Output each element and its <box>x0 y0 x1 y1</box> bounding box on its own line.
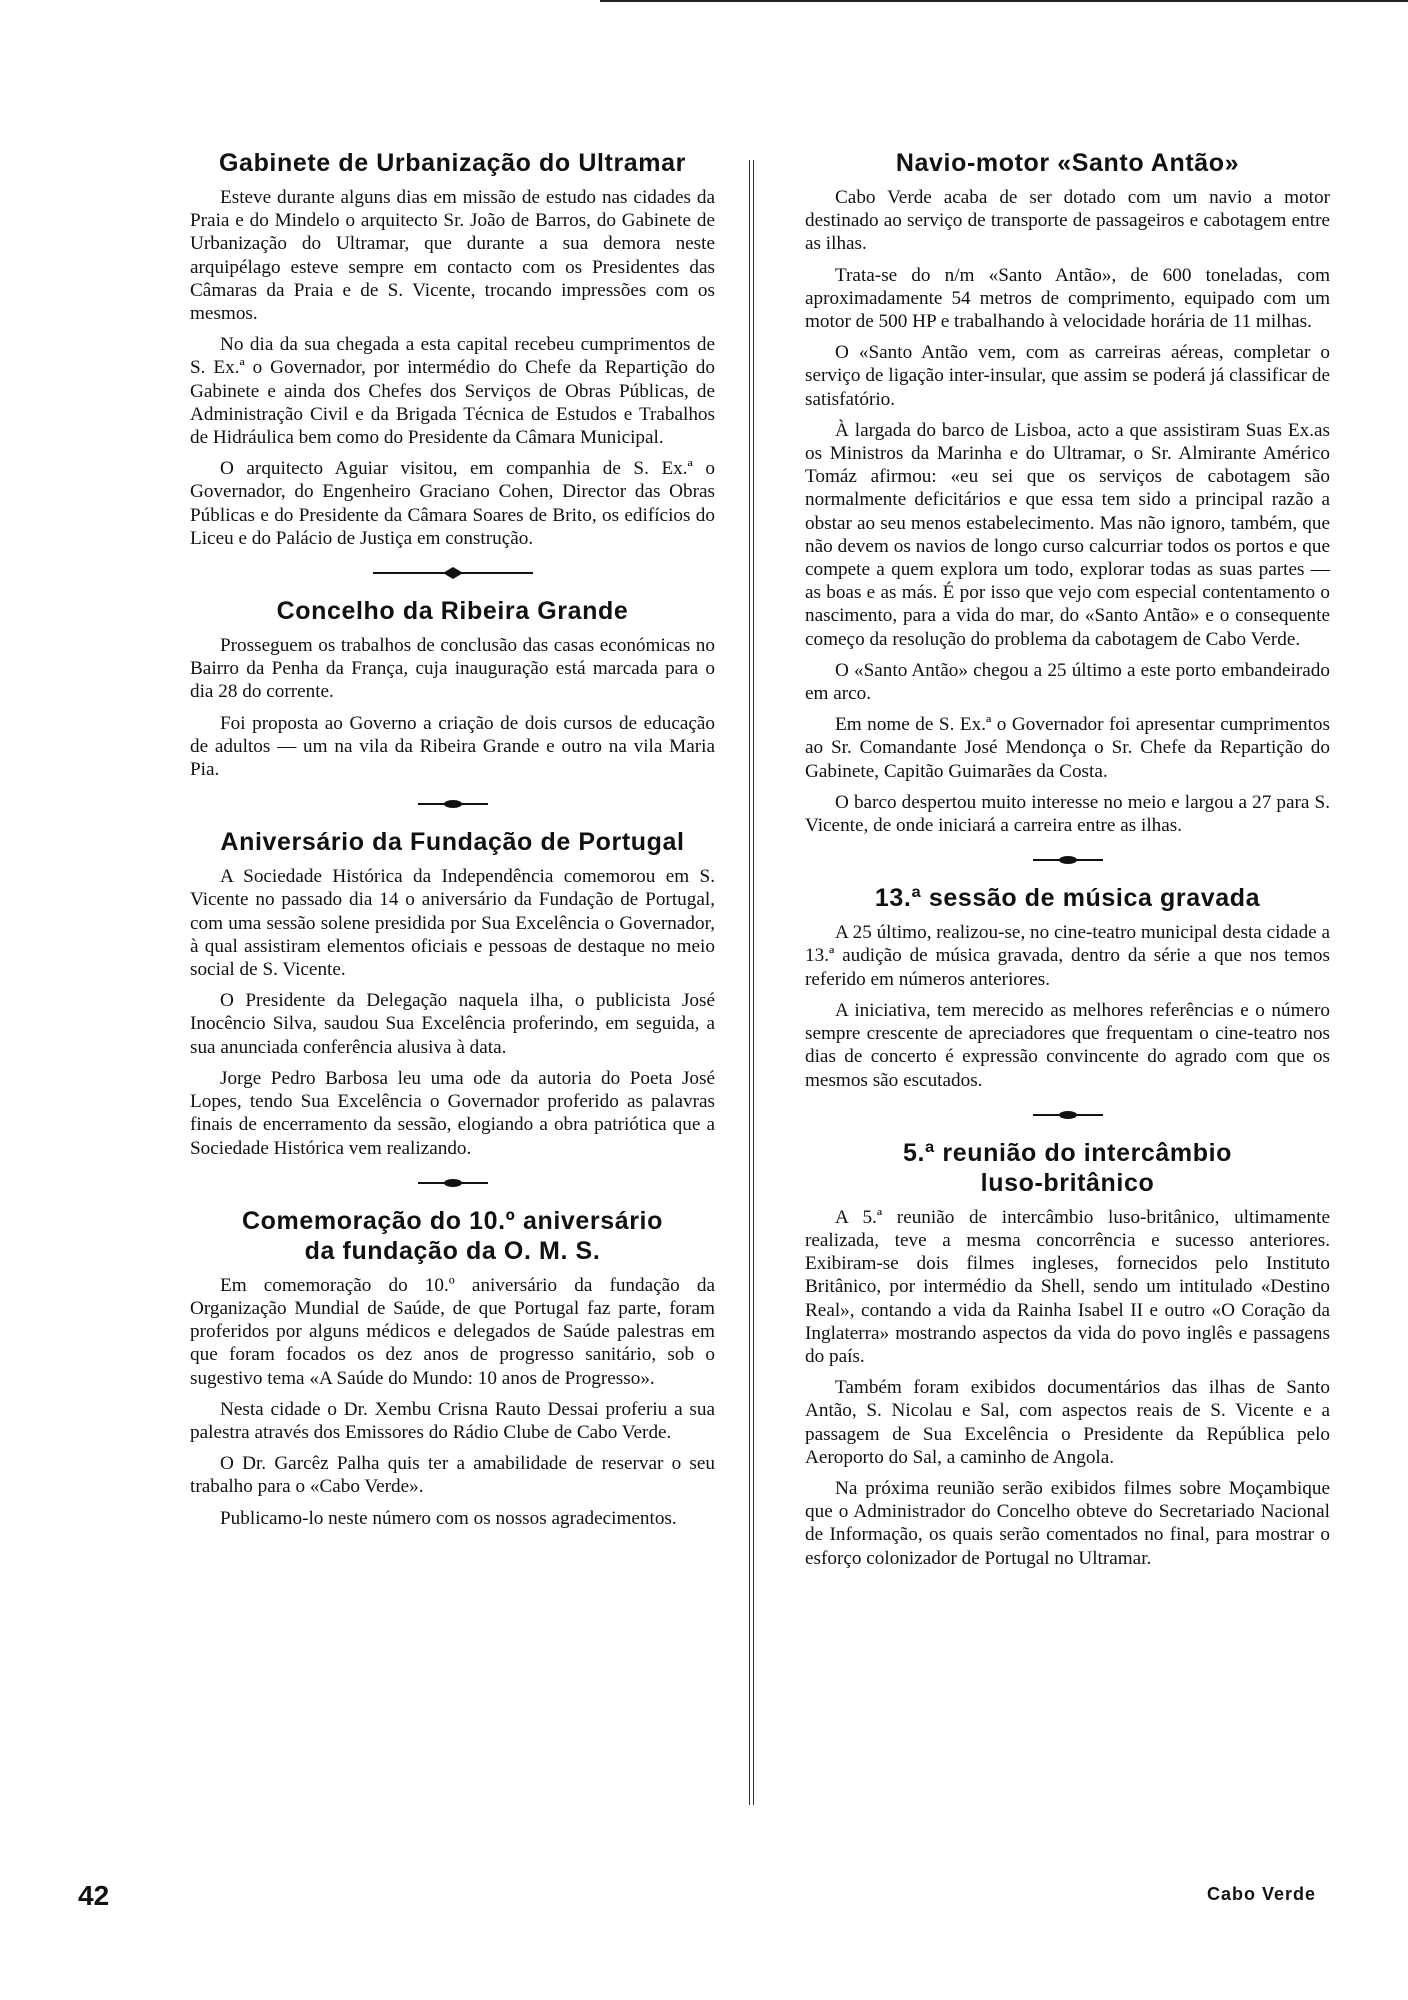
article-title: 13.ª sessão de música gravada <box>874 884 1261 913</box>
section-divider-ornament <box>805 1100 1330 1130</box>
article-navio-santo-antao <box>805 148 1330 837</box>
article-paragraph: Nesta cidade o Dr. Xembu Crisna Rauto Dessai proferiu a sua palestra através dos Emissores do Rádio Clube de Cabo Verde. <box>190 1398 715 1443</box>
article-paragraph: A 5.ª reunião de intercâmbio luso-britânico, ultimamente realizada, teve a mesma concorrência e sucesso anteriores. Exibiram-se dois filmes ingleses, fornecidos pelo Instituto Britânico, por intermédio da Shell, sendo um intitulado «Destino Real», contando a vida da Rainha Isabel II e outro «O Coração da Inglaterra» mostrando aspectos da vida do povo inglês e passagens do país. <box>805 1206 1330 1367</box>
article-paragraph: À largada do barco de Lisboa, acto a que assistiram Suas Ex.as os Ministros da Marinha e do Ultramar, o Sr. Almirante Américo Tomáz afirmou: «eu sei que os serviços de cabotagem são normalmente deficitários e que essa tem sido a principal razão a obstar ao seu menos estabelecimento. Mas não ignoro, também, que não devem os navios de longo curso calcurriar todos os portos e que compete a quem explora um todo, explorar todas as suas partes — as boas e as más. É por isso que vejo com especial contentamento o nascimento, para a vida do mar, do «Santo Antão» e o consequente começo da resolução do problema da cabotagem de Cabo Verde. <box>805 419 1330 650</box>
article-title <box>805 1138 1330 1198</box>
article-title-line: luso-britânico <box>980 1168 1155 1197</box>
article-title: Gabinete de Urbanização do Ultramar <box>219 149 686 177</box>
publication-footer: Cabo Verde <box>1206 1884 1316 1904</box>
article-title: Concelho da Ribeira Grande <box>276 597 629 626</box>
article-comemoracao-oms <box>190 1206 715 1530</box>
article-paragraph: Esteve durante alguns dias em missão de estudo nas cidades da Praia e do Mindelo o arquitecto Sr. João de Barros, do Gabinete de Urbanização do Ultramar, que durante a sua demora neste arquipélago esteve sempre em contacto com os Presidentes das Câmaras da Praia e de S. Vicente, trocando impressões com os mesmos. <box>190 187 715 325</box>
article-paragraph: Cabo Verde acaba de ser dotado com um navio a motor destinado ao serviço de transporte de passageiros e cabotagem entre as ilhas. <box>805 187 1330 255</box>
top-rule <box>600 0 1408 2</box>
section-divider-ornament <box>190 1168 715 1198</box>
left-column <box>190 148 715 1538</box>
section-divider-ornament <box>190 789 715 819</box>
article-paragraph: O «Santo Antão vem, com as carreiras aéreas, completar o serviço de ligação inter-insular, que assim se poderá já classificar de satisfatório. <box>805 342 1330 410</box>
page-number: 42 <box>78 1880 110 1911</box>
article-paragraph: A iniciativa, tem merecido as melhores referências e o número sempre crescente de apreciadores que frequentam o cine-teatro nos dias de concerto é expressão convincente do agrado com que os mesmos são escutados. <box>805 999 1330 1091</box>
article-title: Aniversário da Fundação de Portugal <box>220 828 685 857</box>
article-paragraph: No dia da sua chegada a esta capital recebeu cumprimentos de S. Ex.ª o Governador, por intermédio do Chefe da Repartição do Gabinete e ainda dos Chefes dos Serviços de Obras Públicas, de Administração Civil e da Brigada Técnica de Estudos e Trabalhos de Hidráulica bem como do Presidente da Câmara Municipal. <box>190 334 715 449</box>
article-paragraph: Jorge Pedro Barbosa leu uma ode da autoria do Poeta José Lopes, tendo Sua Excelência o Governador proferido as palavras finais de encerramento da sessão, elogiando a obra patriótica que a Sociedade Histórica vem realizando. <box>190 1067 715 1159</box>
article-title <box>190 1206 715 1266</box>
article-paragraph: A 25 último, realizou-se, no cine-teatro municipal desta cidade a 13.ª audição de música gravada, dentro da série a que nos temos referido em números anteriores. <box>805 922 1330 990</box>
section-divider-ornament <box>190 558 715 588</box>
article-paragraph: O barco despertou muito interesse no meio e largou a 27 para S. Vicente, de onde iniciará a carreira entre as ilhas. <box>805 791 1330 837</box>
article-paragraph: Trata-se do n/m «Santo Antão», de 600 toneladas, com aproximadamente 54 metros de comprimento, equipado com um motor de 500 HP e trabalhando à velocidade horária de 11 milhas. <box>805 264 1330 333</box>
article-paragraph: A Sociedade Histórica da Independência comemorou em S. Vicente no passado dia 14 o aniversário da Fundação de Portugal, com uma sessão solene presidida por Sua Excelência o Governador, à qual assistiram elementos oficiais e pessoas de destaque no meio social de S. Vicente. <box>190 866 715 981</box>
article-paragraph: Também foram exibidos documentários das ilhas de Santo Antão, S. Nicolau e Sal, com aspectos reais de S. Vicente e a passagem de Sua Excelência o Presidente da República pelo Aeroporto do Sal, a caminho de Angola. <box>805 1377 1330 1468</box>
article-paragraph: O arquitecto Aguiar visitou, em companhia de S. Ex.ª o Governador, do Engenheiro Graciano Cohen, Director das Obras Públicas e do Presidente da Câmara Soares de Brito, os edifícios do Liceu e do Palácio de Justiça em construção. <box>190 458 715 549</box>
article-paragraph: Prosseguem os trabalhos de conclusão das casas económicas no Bairro da Penha da França, cuja inauguração está marcada para o dia 28 do corrente. <box>190 635 715 703</box>
article-paragraph: Em comemoração do 10.º aniversário da fundação da Organização Mundial de Saúde, de que Portugal faz parte, foram proferidos por alguns médicos e delegados de Saúde palestras em que foram focados os dez anos de progresso sanitário, sob o sugestivo tema «A Saúde do Mundo: 10 anos de Progresso». <box>190 1274 715 1389</box>
article-intercambio-luso-britanico <box>805 1138 1330 1570</box>
column-divider <box>749 160 754 1805</box>
article-title-line: Comemoração do 10.º aniversário <box>242 1206 663 1235</box>
article-title-line: 5.ª reunião do intercâmbio <box>902 1138 1233 1167</box>
article-paragraph: Foi proposta ao Governo a criação de dois cursos de educação de adultos — um na vila da Ribeira Grande e outro na vila Maria Pia. <box>190 712 715 781</box>
article-title-line: da fundação da O. M. S. <box>304 1236 601 1265</box>
article-paragraph: Na próxima reunião serão exibidos filmes sobre Moçambique que o Administrador do Concelho obteve do Secretariado Nacional de Informação, os quais serão comentados no final, para mostrar o esforço colonizador de Portugal no Ultramar. <box>805 1477 1330 1569</box>
right-column <box>805 148 1330 1578</box>
article-gabinete-urbanizacao <box>190 148 715 550</box>
article-paragraph: O «Santo Antão» chegou a 25 último a este porto embandeirado em arco. <box>805 659 1330 705</box>
article-aniversario-fundacao-portugal <box>190 827 715 1159</box>
article-paragraph: O Presidente da Delegação naquela ilha, o publicista José Inocêncio Silva, saudou Sua Excelência proferindo, em seguida, a sua anunciada conferência alusiva à data. <box>190 990 715 1058</box>
article-sessao-musica-gravada <box>805 883 1330 1091</box>
article-paragraph: O Dr. Garcêz Palha quis ter a amabilidade de reservar o seu trabalho para o «Cabo Verde». <box>190 1453 715 1498</box>
article-paragraph: Em nome de S. Ex.ª o Governador foi apresentar cumprimentos ao Sr. Comandante José Mendonça o Sr. Chefe da Repartição do Gabinete, Capitão Guimarães da Costa. <box>805 714 1330 782</box>
article-title: Navio-motor «Santo Antão» <box>895 149 1240 177</box>
article-concelho-ribeira-grande <box>190 596 715 781</box>
article-paragraph: Publicamo-lo neste número com os nossos agradecimentos. <box>220 1507 677 1529</box>
section-divider-ornament <box>805 845 1330 875</box>
